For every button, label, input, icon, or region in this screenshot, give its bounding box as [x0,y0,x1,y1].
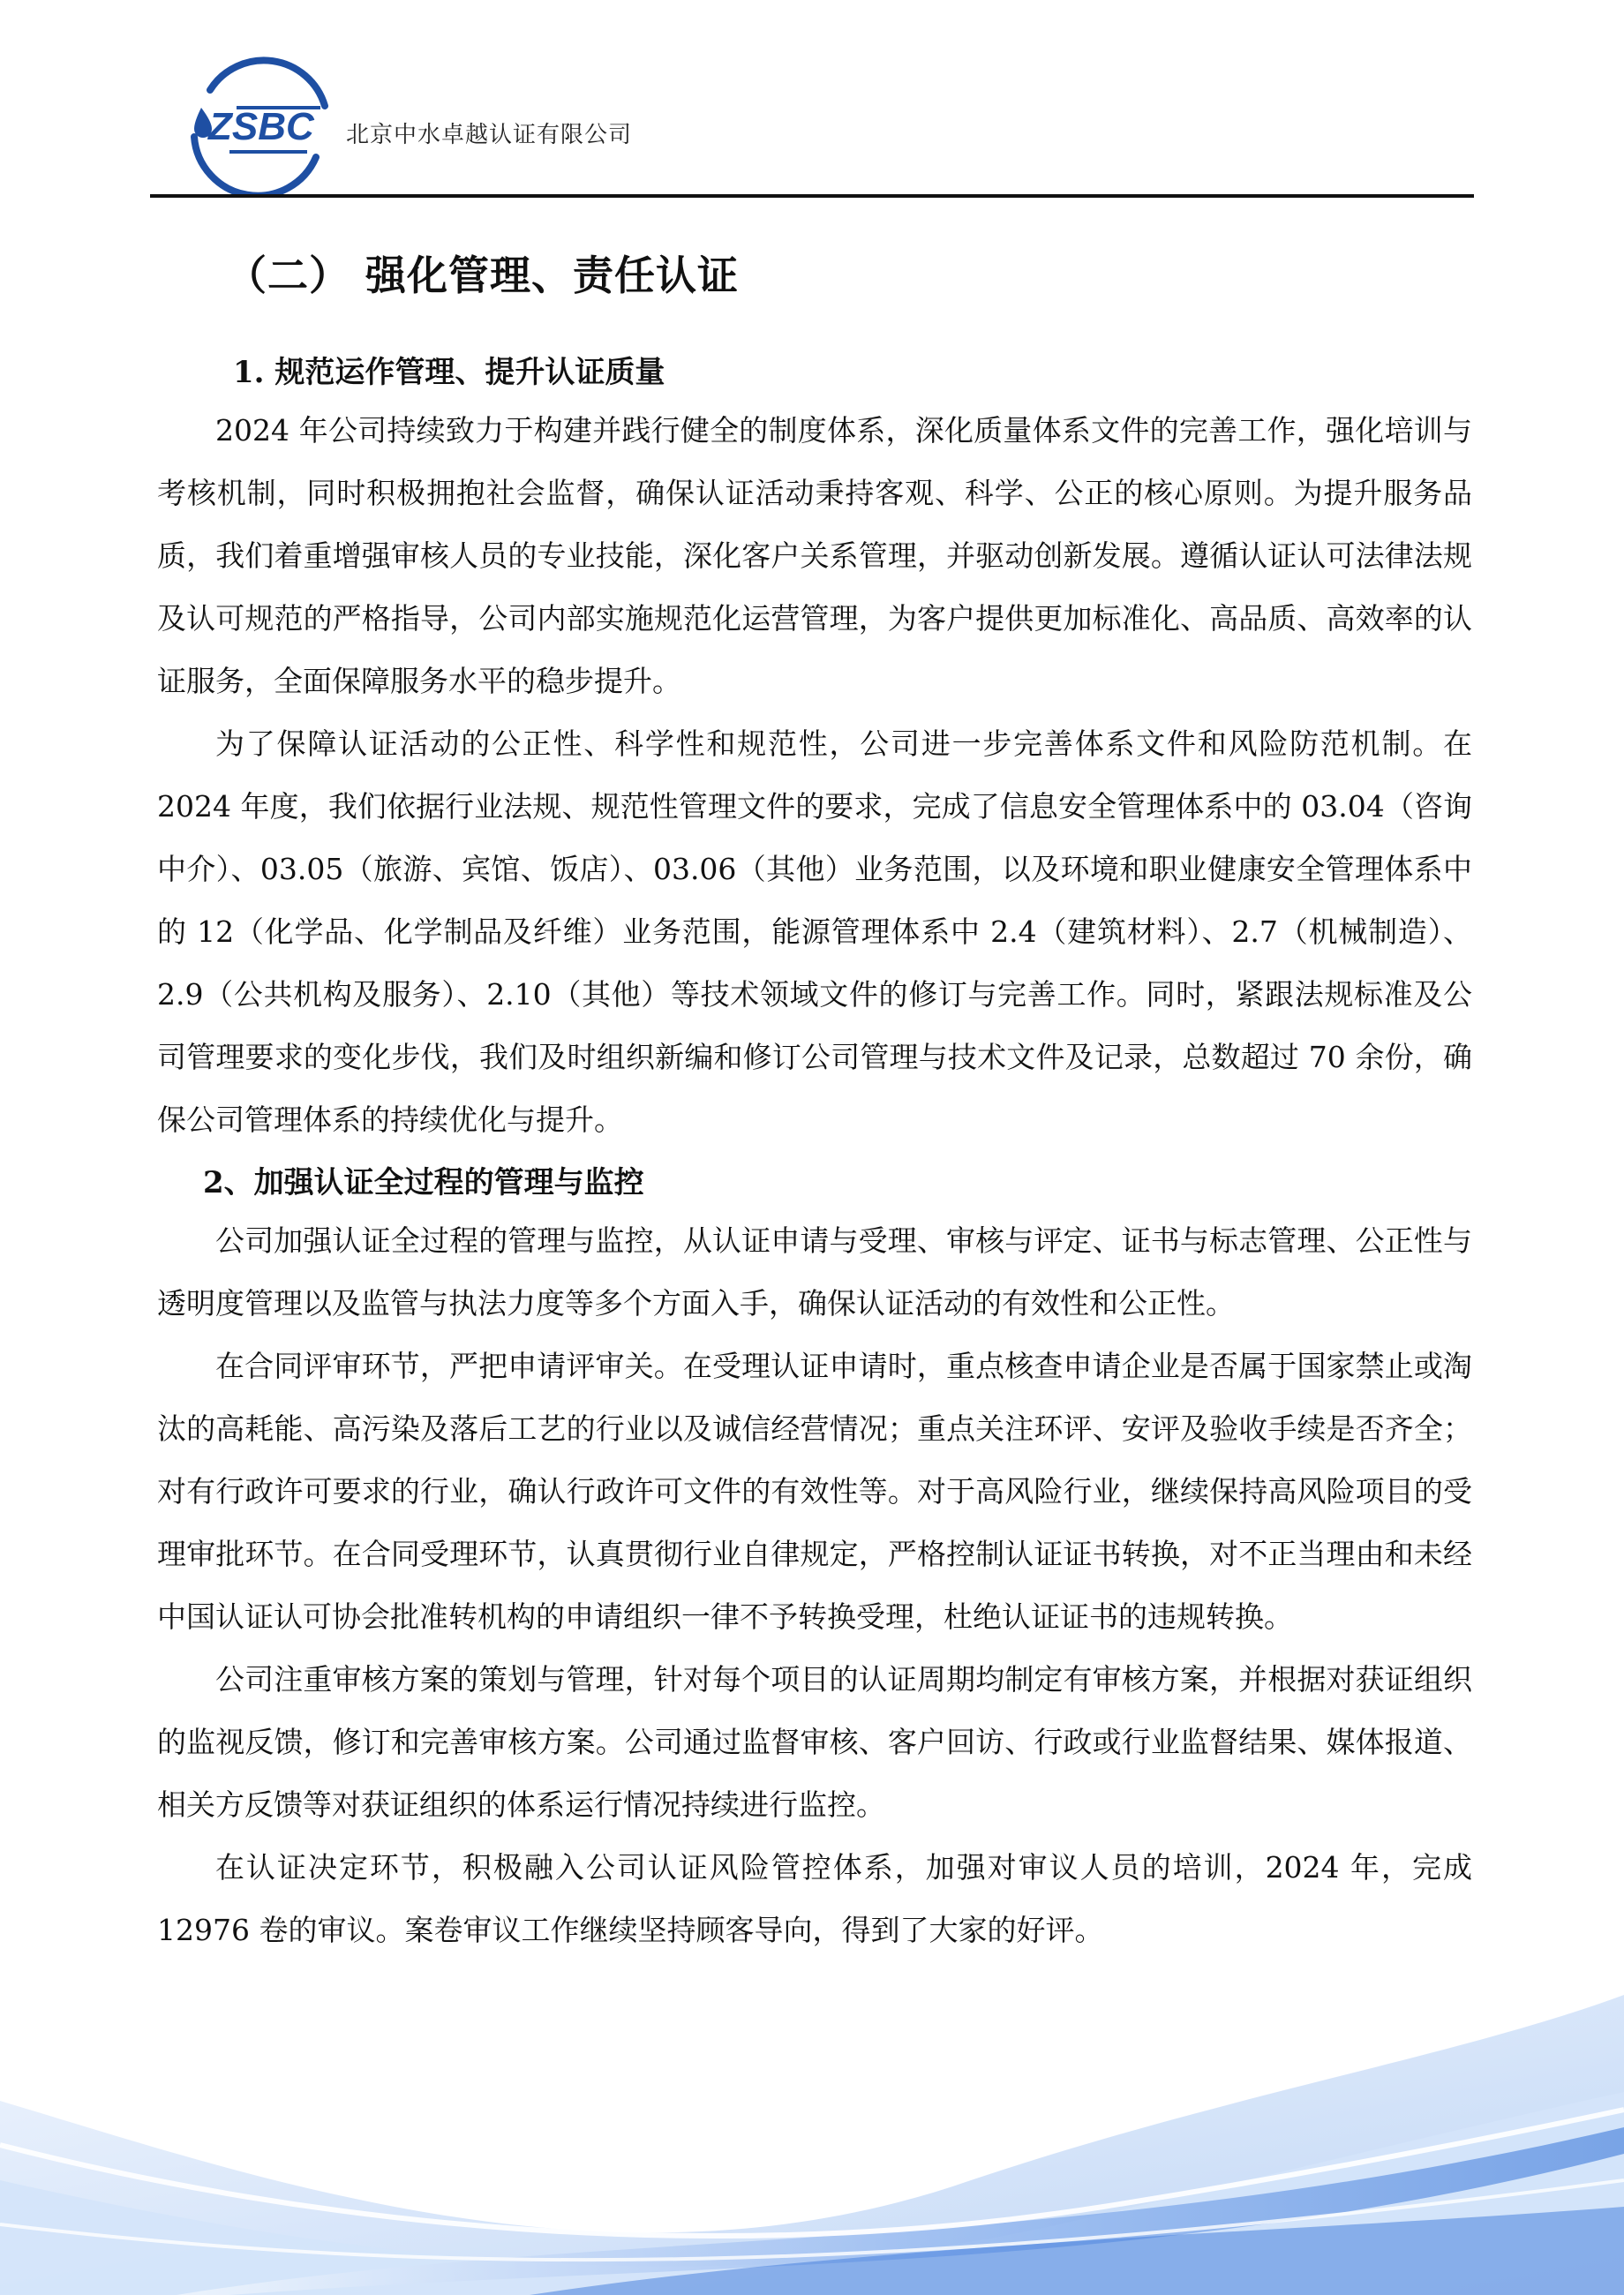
paragraph: 2024 年公司持续致力于构建并践行健全的制度体系，深化质量体系文件的完善工作，强化培训与考核机制，同时积极拥抱社会监督，确保认证活动秉持客观、科学、公正的核心原则。为提升服务品质，我们着重增强审核人员的专业技能，深化客户关系管理，并驱动创新发展。遵循认证认可法律法规及认可规范的严格指导，公司内部实施规范化运营管理，为客户提供更加标准化、高品质、高效率的认证服务，全面保障服务水平的稳步提升。 [157,413,1472,698]
page-header [150,46,1474,196]
paragraph: 为了保障认证活动的公正性、科学性和规范性，公司进一步完善体系文件和风险防范机制。在 2024 年度，我们依据行业法规、规范性管理文件的要求，完成了信息安全管理体系中的 03.04（咨询中介）、03.05（旅游、宾馆、饭店）、03.06（其他）业务范围，以及环境和职业健康安全管理体系中的 12（化学品、化学制品及纤维）业务范围，能源管理体系中 2.4（建筑材料）、2.7（机械制造）、2.9（公共机构及服务）、2.10（其他）等技术领域文件的修订与完善工作。同时，紧跟法规标准及公司管理要求的变化步伐，我们及时组织新编和修订公司管理与技术文件及记录，总数超过 70 余份，确保公司管理体系的持续优化与提升。 [157,726,1472,1137]
subsection-heading-1: 1. 规范运作管理、提升认证质量 [233,355,665,390]
section-title: （二） 强化管理、责任认证 [226,252,740,299]
paragraph: 在认证决定环节，积极融入公司认证风险管控体系，加强对审议人员的培训，2024 年，完成 12976 卷的审议。案卷审议工作继续坚持顾客导向，得到了大家的好评。 [157,1850,1472,1947]
logo-text: ZSBC [208,105,314,148]
paragraph: 公司加强认证全过程的管理与监控，从认证申请与受理、审核与评定、证书与标志管理、公正性与透明度管理以及监管与执法力度等多个方面入手，确保认证活动的有效性和公正性。 [157,1223,1472,1321]
main-content [157,238,1472,1961]
paragraph: 在合同评审环节，严把申请评审关。在受理认证申请时，重点核查申请企业是否属于国家禁止或淘汰的高耗能、高污染及落后工艺的行业以及诚信经营情况；重点关注环评、安评及验收手续是否齐全；对有行政许可要求的行业，确认行政许可文件的有效性等。对于高风险行业，继续保持高风险项目的受理审批环节。在合同受理环节，认真贯彻行业自律规定，严格控制认证证书转换，对不正当理由和未经中国认证认可协会批准转机构的申请组织一律不予转换受理，杜绝认证证书的违规转换。 [157,1349,1472,1634]
company-logo-icon [175,53,342,194]
footer-wave-decoration [0,1889,1624,2295]
subsection-heading-2: 2、加强认证全过程的管理与监控 [203,1165,644,1200]
header-divider [150,194,1474,198]
paragraph: 公司注重审核方案的策划与管理，针对每个项目的认证周期均制定有审核方案，并根据对获证组织的监视反馈，修订和完善审核方案。公司通过监督审核、客户回访、行政或行业监督结果、媒体报道、相关方反馈等对获证组织的体系运行情况持续进行监控。 [157,1662,1472,1822]
company-name: 北京中水卓越认证有限公司 [346,122,633,148]
